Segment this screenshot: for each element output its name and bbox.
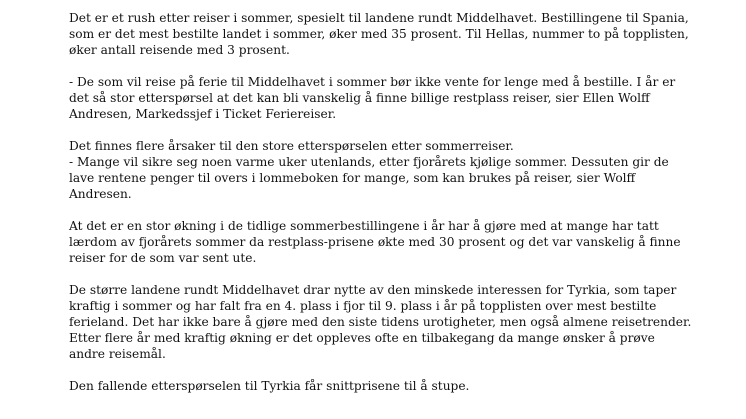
paragraph-2 [69,74,709,122]
text-line: andre reisemål. [69,347,166,361]
text-line: som er det mest bestilte landet i sommer, øker med 35 prosent. Til Hellas, nummer to på topplisten, [69,27,689,41]
text-line: det så stor etterspørsel at det kan bli vanskelig å finne billige restplass reiser, sier Ellen Wolff [69,91,650,105]
text-line: - Mange vil sikre seg noen varme uker utenlands, etter fjorårets kjølige sommer. Dessuten gir de [69,155,669,169]
text-line: lave rentene penger til overs i lommeboken for mange, som kan brukes på reiser, sier Wolff [69,171,636,185]
text-line: - De som vil reise på ferie til Middelhavet i sommer bør ikke vente for lenge med å bestille. I år er [69,75,676,89]
paragraph-1 [69,10,709,58]
paragraph-6 [69,378,709,394]
text-line: Andresen, Markedssjef i Ticket Feriereiser. [69,107,337,121]
text-line: Den fallende etterspørselen til Tyrkia får snittprisene til å stupe. [69,379,470,393]
text-line: ferieland. Det har ikke bare å gjøre med den siste tidens urotigheter, men også almene reisetrender. [69,315,692,329]
text-line: De større landene rundt Middelhavet drar nytte av den minskede interessen for Tyrkia, som taper [69,283,677,297]
text-line: kraftig i sommer og har falt fra en 4. plass i fjor til 9. plass i år på topplisten over mest bestilte [69,299,657,313]
text-line: lærdom av fjorårets sommer da restplass-prisene økte med 30 prosent og det var vanskelig å finne [69,235,681,249]
text-line: Etter flere år med kraftig økning er det oppleves ofte en tilbakegang da mange ønsker å prøve [69,331,655,345]
paragraph-5 [69,282,709,362]
text-line: øker antall reisende med 3 prosent. [69,43,290,57]
text-line: reiser for de som var sent ute. [69,251,257,265]
paragraph-4 [69,218,709,266]
text-line: Andresen. [69,187,132,201]
article-body [69,10,709,410]
paragraph-3 [69,138,709,202]
text-line: Det finnes flere årsaker til den store etterspørselen etter sommerreiser. [69,139,514,153]
text-line: Det er et rush etter reiser i sommer, spesielt til landene rundt Middelhavet. Bestillingene til Spania, [69,11,689,25]
text-line: At det er en stor økning i de tidlige sommerbestillingene i år har å gjøre med at mange har tatt [69,219,659,233]
